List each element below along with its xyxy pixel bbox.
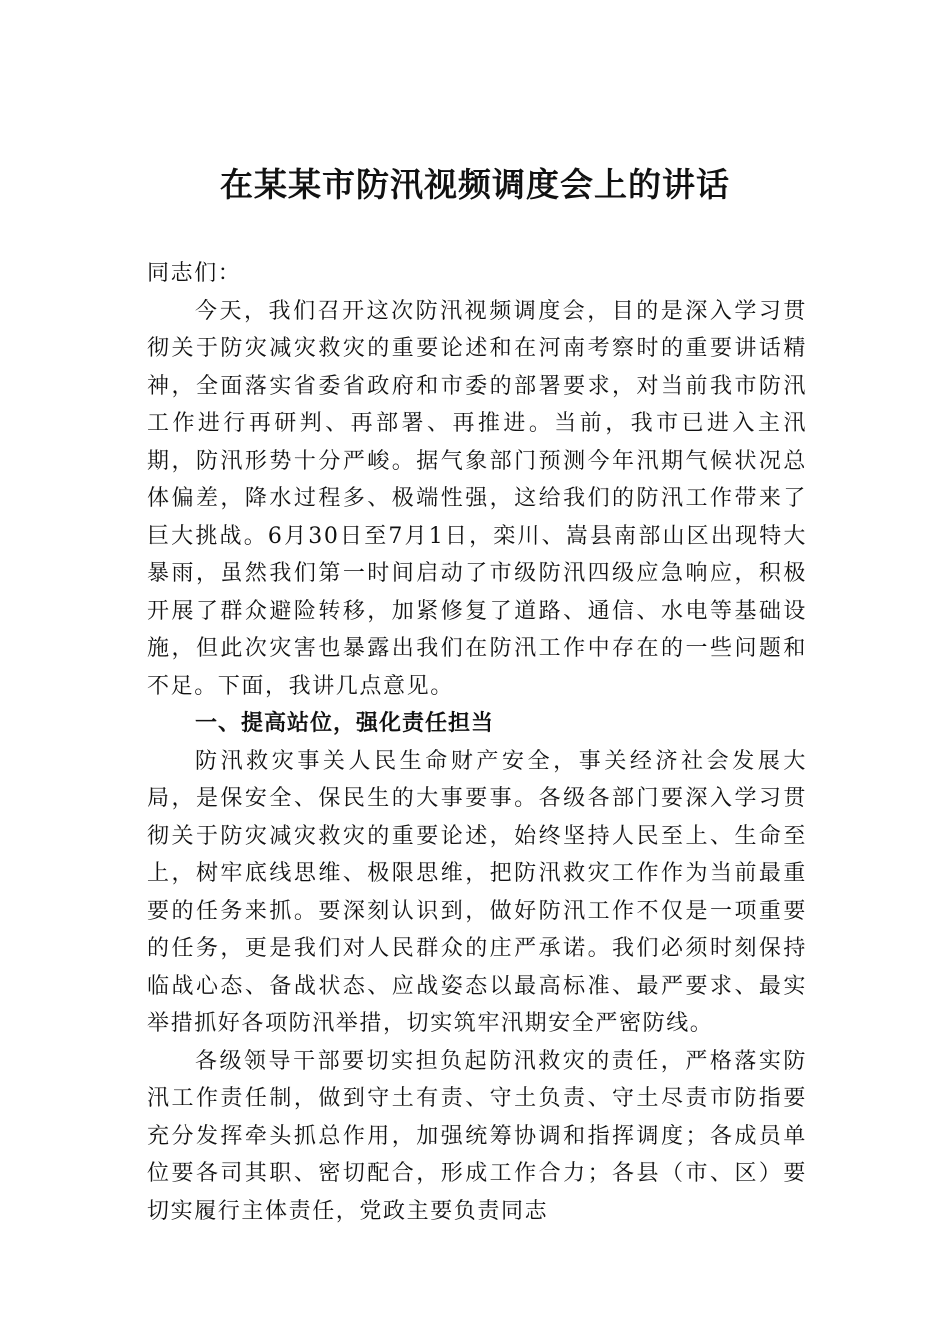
document-body: [147, 255, 807, 1230]
paragraph-responsibility: 防汛救灾事关人民生命财产安全，事关经济社会发展大局，是保安全、保民生的大事要事。各级各部门要深入学习贯彻关于防灾减灾救灾的重要论述，始终坚持人民至上、生命至上，树牢底线思维、极限思维，把防汛救灾工作作为当前最重要的任务来抓。要深刻认识到，做好防汛工作不仅是一项重要的任务，更是我们对人民群众的庄严承诺。我们必须时刻保持临战心态、备战状态、应战姿态以最高标准、最严要求、最实举措抓好各项防汛举措，切实筑牢汛期安全严密防线。: [147, 748, 807, 1036]
document-title: 在某某市防汛视频调度会上的讲话: [220, 165, 730, 204]
section-heading-1: 一、提高站位，强化责任担当: [195, 711, 495, 736]
paragraph-opening: 今天，我们召开这次防汛视频调度会，目的是深入学习贯彻关于防灾减灾救灾的重要论述和在河南考察时的重要讲话精神，全面落实省委省政府和市委的部署要求，对当前我市防汛工作进行再研判、再部署、再推进。当前，我市已进入主汛期，防汛形势十分严峻。据气象部门预测今年汛期气候状况总体偏差，降水过程多、极端性强，这给我们的防汛工作带来了巨大挑战。6月30日至7月1日，栾川、嵩县南部山区出现特大暴雨，虽然我们第一时间启动了市级防汛四级应急响应，积极开展了群众避险转移，加紧修复了道路、通信、水电等基础设施，但此次灾害也暴露出我们在防汛工作中存在的一些问题和不足。下面，我讲几点意见。: [147, 298, 807, 699]
paragraph-leadership: 各级领导干部要切实担负起防汛救灾的责任，严格落实防汛工作责任制，做到守土有责、守土负责、守土尽责市防指要充分发挥牵头抓总作用，加强统筹协调和指挥调度；各成员单位要各司其职、密切配合，形成工作合力；各县（市、区）要切实履行主体责任，党政主要负责同志: [147, 1048, 807, 1224]
salutation: 同志们：: [147, 261, 242, 286]
